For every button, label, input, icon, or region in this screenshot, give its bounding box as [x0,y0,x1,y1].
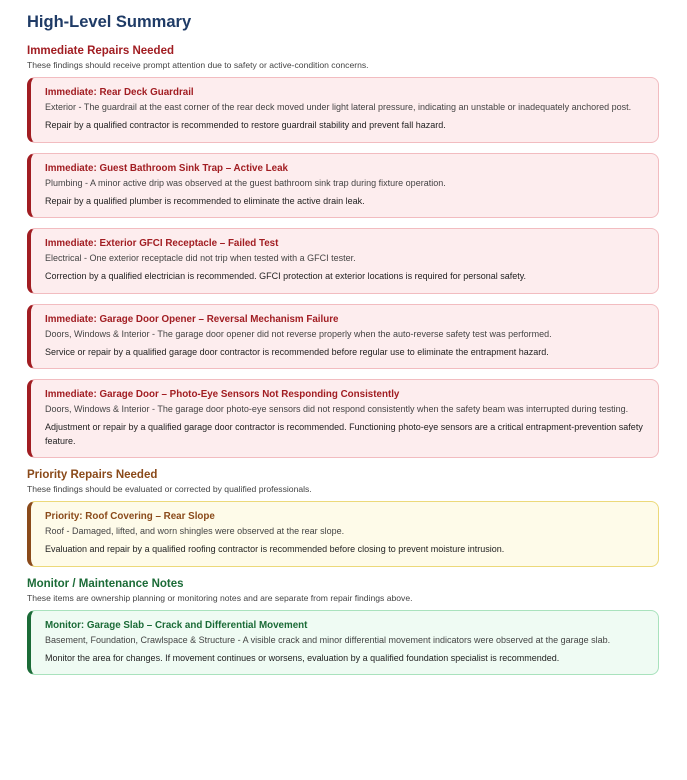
finding-title: Immediate: Guest Bathroom Sink Trap – Active Leak [45,162,288,174]
finding-card [27,501,659,567]
finding-description: Roof - Damaged, lifted, and worn shingles were observed at the rear slope. [45,526,345,536]
finding-title: Immediate: Garage Door Opener – Reversal Mechanism Failure [45,313,339,325]
section-priority [27,468,659,567]
finding-card [27,77,659,143]
finding-description: Plumbing - A minor active drip was observed at the guest bathroom sink trap during fixture operation. [45,177,446,188]
finding-title: Priority: Roof Covering – Rear Slope [45,511,215,522]
finding-description: Doors, Windows & Interior - The garage door opener did not reverse properly when the auto-reverse safety test was performed. [45,328,552,339]
section-title: Priority Repairs Needed [27,469,158,481]
finding-recommendation: Adjustment or repair by a qualified garage door contractor is recommended. Functioning photo-eye sensors are a critical entrapment-prevention safety feature. [45,422,643,446]
finding-description: Doors, Windows & Interior - The garage door photo-eye sensors did not respond consistently when the safety beam was interrupted during testing. [45,404,629,414]
finding-title: Monitor: Garage Slab – Crack and Differential Movement [45,619,308,631]
page-title: High-Level Summary [27,13,192,31]
section-immediate [27,44,659,458]
finding-card [27,610,659,676]
section-title: Monitor / Maintenance Notes [27,577,184,590]
finding-recommendation: Service or repair by a qualified garage door contractor is recommended before regular use to eliminate the entrapment hazard. [45,346,549,357]
finding-card [27,304,659,370]
finding-recommendation: Correction by a qualified electrician is recommended. GFCI protection at exterior locations is required for personal safety. [45,271,527,281]
section-note: These items are ownership planning or monitoring notes and are separate from repair findings above. [27,592,413,603]
section-title: Immediate Repairs Needed [27,45,175,57]
finding-recommendation: Repair by a qualified plumber is recommended to eliminate the active drain leak. [45,195,365,206]
finding-description: Exterior - The guardrail at the east corner of the rear deck moved under light lateral pressure, indicating an unstable or inadequately anchored post. [45,102,632,112]
finding-card [27,379,659,458]
finding-recommendation: Repair by a qualified contractor is recommended to restore guardrail stability and prevent fall hazard. [45,120,446,130]
finding-description: Basement, Foundation, Crawlspace & Structure - A visible crack and minor differential movement indicators were observed at the garage slab. [45,634,611,645]
finding-card [27,228,659,294]
section-note: These findings should receive prompt attention due to safety or active-condition concerns. [27,60,369,70]
finding-recommendation: Monitor the area for changes. If movement continues or worsens, evaluation by a qualified foundation specialist is recommended. [45,652,560,663]
section-note: These findings should be evaluated or corrected by qualified professionals. [27,484,312,494]
finding-title: Immediate: Garage Door – Photo-Eye Sensors Not Responding Consistently [45,389,400,400]
finding-description: Electrical - One exterior receptacle did not trip when tested with a GFCI tester. [45,253,356,263]
finding-title: Immediate: Exterior GFCI Receptacle – Failed Test [45,238,279,249]
finding-recommendation: Evaluation and repair by a qualified roofing contractor is recommended before closing to prevent moisture intrusion. [45,544,505,554]
finding-title: Immediate: Rear Deck Guardrail [45,87,194,98]
section-monitor [27,577,659,676]
finding-card [27,153,659,219]
